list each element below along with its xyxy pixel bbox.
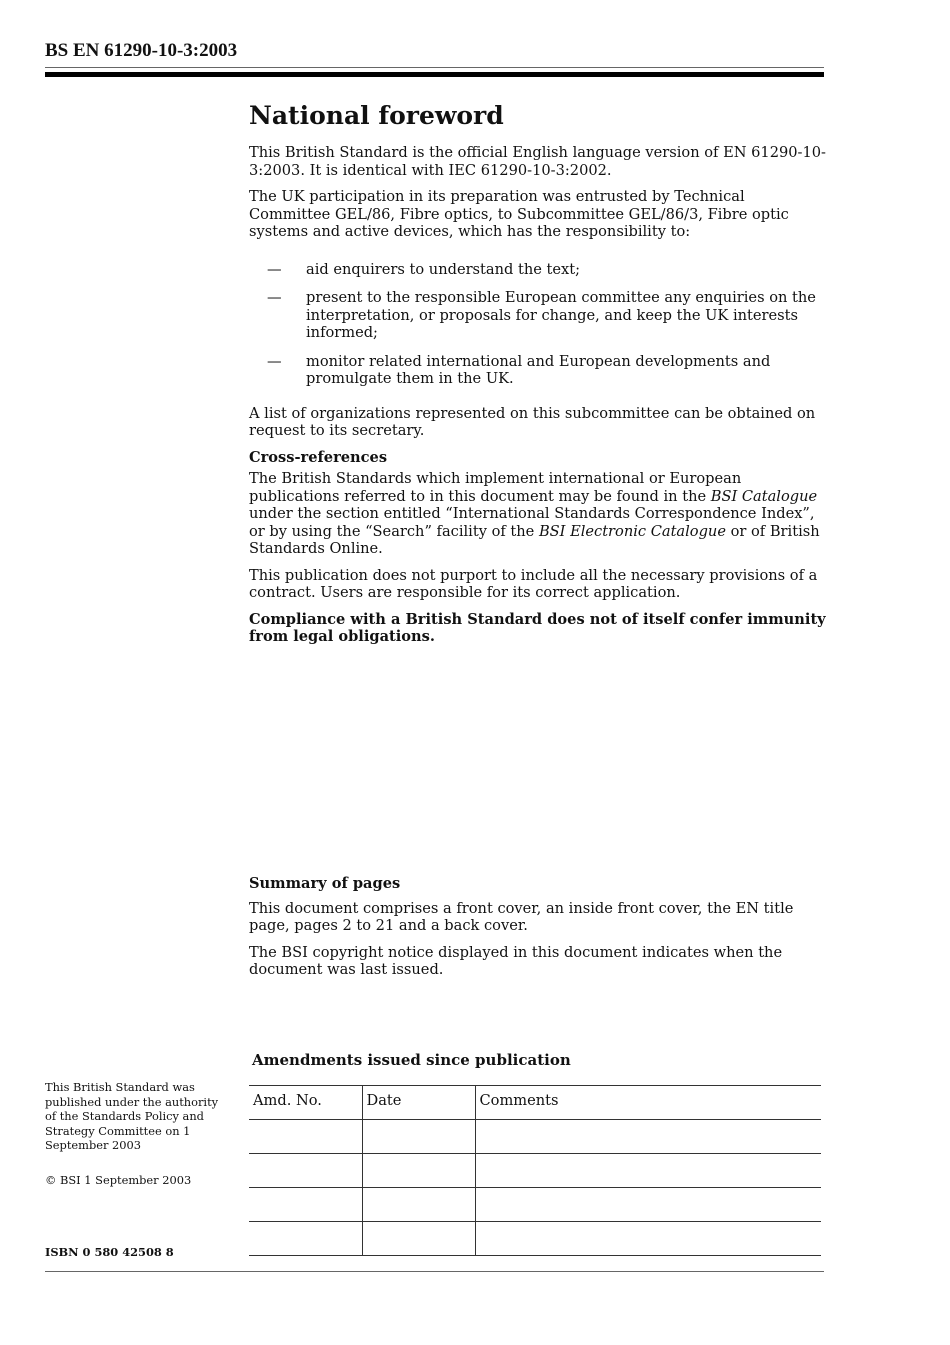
summary-heading: Summary of pages — [249, 875, 401, 892]
intro-paragraph: This British Standard is the official English language version of EN 61290-10-3:2003. It is identical with IEC 61290-10-3:2002. — [249, 144, 826, 179]
table-cell — [249, 1222, 362, 1256]
table-row — [249, 1154, 821, 1188]
column-header: Date — [362, 1086, 475, 1120]
table-row — [249, 1222, 821, 1256]
table-cell — [362, 1188, 475, 1222]
table-cell — [249, 1120, 362, 1154]
document-id: BS EN 61290-10-3:2003 — [45, 40, 238, 61]
table-cell — [362, 1222, 475, 1256]
amendments-table — [249, 1085, 821, 1256]
list-item: — monitor related international and European developments and promulgate them in the UK. — [267, 352, 771, 387]
table-cell — [475, 1222, 821, 1256]
organizations-paragraph: A list of organizations represented on this subcommittee can be obtained on request to its secretary. — [249, 404, 816, 439]
crossref-heading: Cross-references — [249, 448, 388, 466]
column-header: Amd. No. — [249, 1086, 362, 1120]
crossref-paragraph: The British Standards which implement international or European publications referred to in this document may be found in the BSI Catalogue under the section entitled “International Standards Correspondence Index”, or by using the “Search” facility of the BSI Electronic Catalogue or of British Standards Online. — [249, 470, 820, 557]
committee-paragraph: The UK participation in its preparation was entrusted by Technical Committee GEL/86, Fibre optics, to Subcommittee GEL/86/3, Fibre optic systems and active devices, which has the responsibility to: — [249, 188, 789, 240]
table-cell — [475, 1188, 821, 1222]
header-rule-thin — [45, 67, 824, 68]
copyright-notice-paragraph: The BSI copyright notice displayed in this document indicates when the document was last issued. — [249, 943, 783, 978]
table-cell — [475, 1120, 821, 1154]
isbn: ISBN 0 580 42508 8 — [45, 1245, 174, 1259]
page-title: National foreword — [249, 101, 504, 130]
summary-section — [249, 875, 829, 988]
table-row — [249, 1120, 821, 1154]
list-item: — present to the responsible European committee any enquiries on the interpretation, or proposals for change, and keep the UK interests informed; — [267, 289, 816, 341]
table-cell — [249, 1154, 362, 1188]
header-rule-thick — [45, 72, 824, 77]
table-cell — [475, 1154, 821, 1188]
table-header-row — [249, 1086, 821, 1120]
amendments-title: Amendments issued since publication — [252, 1051, 571, 1069]
summary-paragraph: This document comprises a front cover, an inside front cover, the EN title page, pages 2 to 21 and a back cover. — [249, 899, 794, 934]
provisions-paragraph: This publication does not purport to include all the necessary provisions of a contract. Users are responsible for its correct application. — [249, 566, 818, 601]
compliance-paragraph: Compliance with a British Standard does not of itself confer immunity from legal obligations. — [249, 610, 826, 645]
table-row — [249, 1188, 821, 1222]
table-cell — [362, 1154, 475, 1188]
table-cell — [362, 1120, 475, 1154]
footer-rule — [45, 1271, 824, 1272]
copyright-line: © BSI 1 September 2003 — [45, 1173, 192, 1187]
foreword-section — [249, 100, 829, 655]
table-cell — [249, 1188, 362, 1222]
responsibility-list — [249, 261, 829, 388]
column-header: Comments — [475, 1086, 821, 1120]
list-item: — aid enquirers to understand the text; — [267, 260, 581, 278]
authority-note: This British Standard was published under the authority of the Standards Policy and Strategy Committee on 1 September 2003 — [45, 1080, 219, 1152]
